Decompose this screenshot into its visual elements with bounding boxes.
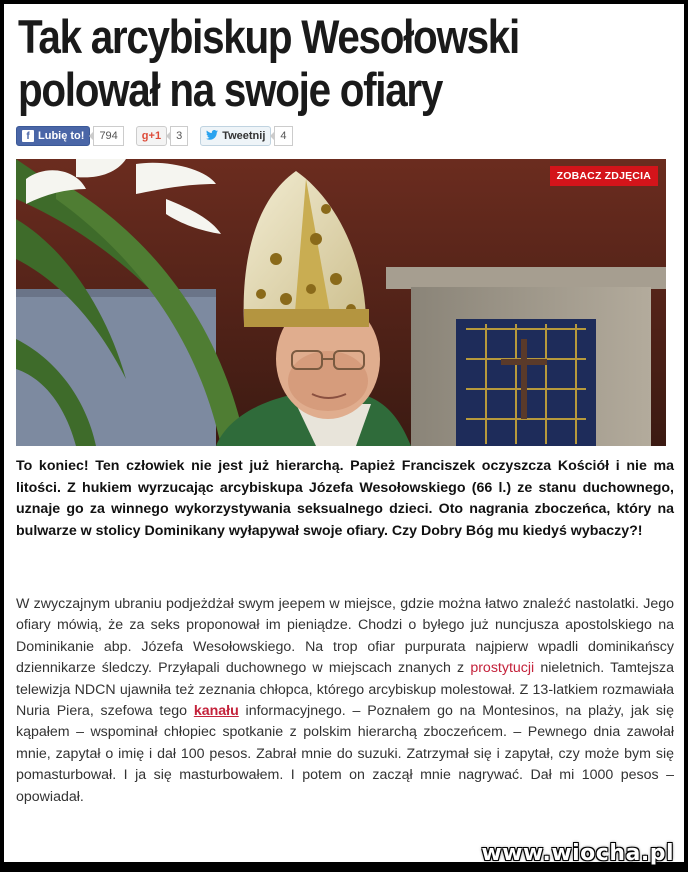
twitter-bird-icon (206, 129, 218, 143)
tweet-count: 4 (274, 126, 292, 146)
body-text-2: nieletnich. Tamtejsza telewizja NDCN ujawniła też zeznania chłopca, którego arcybiskup molestował. Z 13-latkiem rozmawiała Nuria Piera, szefowa tego (16, 660, 674, 720)
kanalu-link[interactable]: kanału (193, 703, 239, 720)
facebook-icon: f (22, 130, 34, 142)
social-share-bar (16, 125, 305, 147)
body-text-1: W zwyczajnym ubraniu podjeżdżał swym jeepem w miejsce, gdzie można łatwo znaleźć nastolatki. Jego ofiary mówią, że za seks proponował im pieniądze. Chodzi o byłego już nuncjusza apostolskiego na Dominikanie abp. Józefa Wesołowskiego. Na trop ofiar purpurata najpierw wpadli dominikańscy dziennikarze śledczy. Przyłapali duchownego w miejscach znanych z (16, 596, 674, 677)
headline-line-2: polował na swoje ofiary (18, 63, 443, 116)
tweet-label: Tweetnij (222, 130, 266, 142)
article-body (16, 594, 674, 808)
headline-line-1: Tak arcybiskup Wesołowski (18, 10, 519, 63)
site-watermark: www.wiocha.pl (481, 841, 674, 866)
article-headline (18, 10, 586, 116)
facebook-like-count: 794 (93, 126, 123, 146)
facebook-like-button[interactable] (16, 126, 90, 146)
google-plus-label: g+1 (141, 130, 162, 142)
article-photo[interactable] (16, 159, 666, 446)
article-lead: To koniec! Ten człowiek nie jest już hierarchą. Papież Franciszek oczyszcza Kościół i nie ma litości. Z hukiem wyrzucając arcybiskupa Józefa Wesołowskiego (66 l.) ze stanu duchownego, uznaje go za winnego wykorzystywania seksualnego dzieci. Oto nagrania zboczeńca, który na bulwarze w stolicy Dominikany wyłapywał swoje ofiary. Czy Dobry Bóg mu kiedyś wybaczy?! (16, 458, 674, 539)
article-page (4, 4, 684, 862)
google-plus-count: 3 (170, 126, 188, 146)
google-plus-button[interactable] (136, 126, 167, 146)
tweet-button[interactable] (200, 126, 271, 146)
photo-illustration (16, 159, 666, 446)
photo-gallery-badge[interactable]: ZOBACZ ZDJĘCIA (550, 166, 658, 186)
body-text-3: informacyjnego. – Poznałem go na Montesinos, na plaży, jak się kąpałem – wspominał chłopiec spotkanie z polskim hierarchą zboczeńcem. – Pewnego dnia zawołał mnie, zapytał o imię i dał 100 pesos. Zabrał mnie do suzuki. Zatrzymał się i zapytał, czy może bym się pomasturbował. I ja się masturbowałem. I potem on zaczął mnie nagrywać. Dał mi 1000 pesos – opowiadał. (16, 703, 674, 805)
facebook-like-label: Lubię to! (38, 130, 85, 142)
prostytucji-link[interactable]: prostytucji (470, 660, 535, 677)
